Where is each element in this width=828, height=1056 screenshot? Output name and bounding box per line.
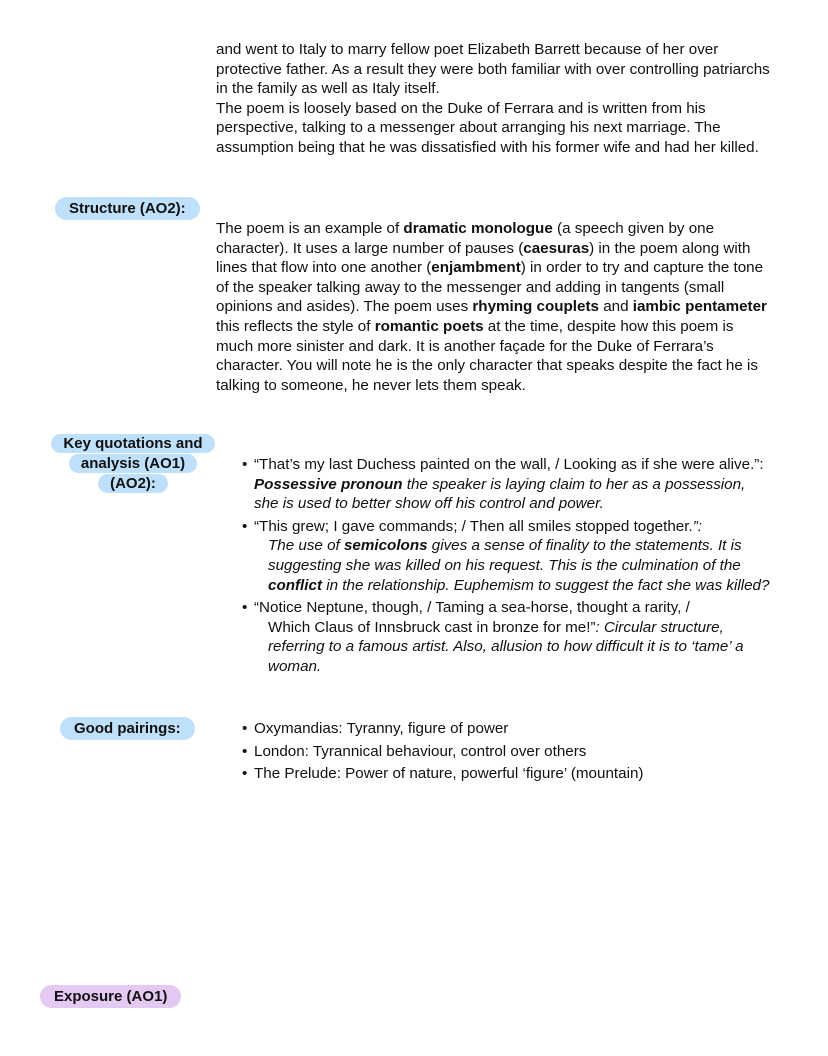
term-semicolons: semicolons <box>343 537 428 555</box>
pairing-item: • The Prelude: Power of nature, powerful ‘figure’ (mountain) <box>242 764 772 784</box>
quotation-continuation: Which Claus of Innsbruck cast in bronze for me!”: Circular structure, referring to a famous artist. Also, allusion to how difficult it is to ‘tame’ a woman. <box>268 618 744 675</box>
structure-label: Structure (AO2): <box>55 197 200 220</box>
quotation-item: • “Notice Neptune, though, / Taming a sea-horse, thought a rarity, / Which Claus of Innsbruck cast in bronze for me!”: Circular structure, referring to a famous artist. Also, allusion to how difficult it is to ‘tame’ a woman. <box>242 598 772 676</box>
quotations-label-line-2: analysis (AO1) <box>69 454 197 473</box>
quotation-item: • “That’s my last Duchess painted on the wall, / Looking as if she were alive.”: Possessive pronoun the speaker is laying claim to her as a possession, she is used to better show off his control and power. <box>242 455 772 514</box>
exposure-label: Exposure (AO1) <box>40 985 181 1008</box>
context-paragraph-2: The poem is loosely based on the Duke of Ferrara and is written from his perspective, talking to a messenger about arranging his next marriage. The assumption being that he was dissatisfied with his former wife and had her killed. <box>216 99 759 156</box>
term-iambic-pentameter: iambic pentameter <box>632 298 767 316</box>
context-paragraph-1: and went to Italy to marry fellow poet Elizabeth Barrett because of her over protective father. As a result they were both familiar with over controlling patriarchs in the family as well as Italy itself. <box>216 41 770 98</box>
term-possessive-pronoun: Possessive pronoun <box>254 475 403 493</box>
term-rhyming-couplets: rhyming couplets <box>472 298 599 316</box>
context-section <box>216 40 776 158</box>
quotation-analysis: The use of semicolons gives a sense of finality to the statements. It is suggesting she was killed on his request. This is the culmination of the conflict in the relationship. Euphemism to suggest the fact she was killed? <box>268 537 770 594</box>
quotations-label-line-1: Key quotations and <box>51 434 214 453</box>
quotation-item: • “This grew; I gave commands; / Then all smiles stopped together.”: The use of semicolons gives a sense of finality to the statements. It is suggesting she was killed on his request. This is the culmination of the conflict in the relationship. Euphemism to suggest the fact she was killed? <box>242 517 772 595</box>
quotations-label-line-3: (AO2): <box>98 474 168 493</box>
pairings-list <box>242 719 772 787</box>
term-romantic-poets: romantic poets <box>374 317 484 335</box>
pairing-item: • London: Tyrannical behaviour, control over others <box>242 742 772 762</box>
pairings-label: Good pairings: <box>60 717 195 740</box>
quotations-label <box>42 434 224 494</box>
term-enjambment: enjambment <box>431 259 521 277</box>
pairing-item: • Oxymandias: Tyranny, figure of power <box>242 719 772 739</box>
term-dramatic-monologue: dramatic monologue <box>403 220 553 237</box>
quotations-list <box>242 455 772 680</box>
term-caesuras: caesuras <box>523 239 590 257</box>
structure-paragraph: The poem is an example of dramatic monologue (a speech given by one character). It uses a large number of pauses (caesuras) in the poem along with lines that flow into one another (enjambment) in order to try and capture the tone of the speaker talking away to the messenger and adding in tangents (small opinions and asides). The poem uses rhyming couplets and iambic pentameter this reflects the style of romantic poets at the time, despite how this poem is much more sinister and dark. It is another façade for the Duke of Ferrara’s character. You will note he is the only character that speaks despite the fact he is talking to someone, he never lets them speak. <box>216 220 767 394</box>
term-conflict: conflict <box>268 576 323 594</box>
